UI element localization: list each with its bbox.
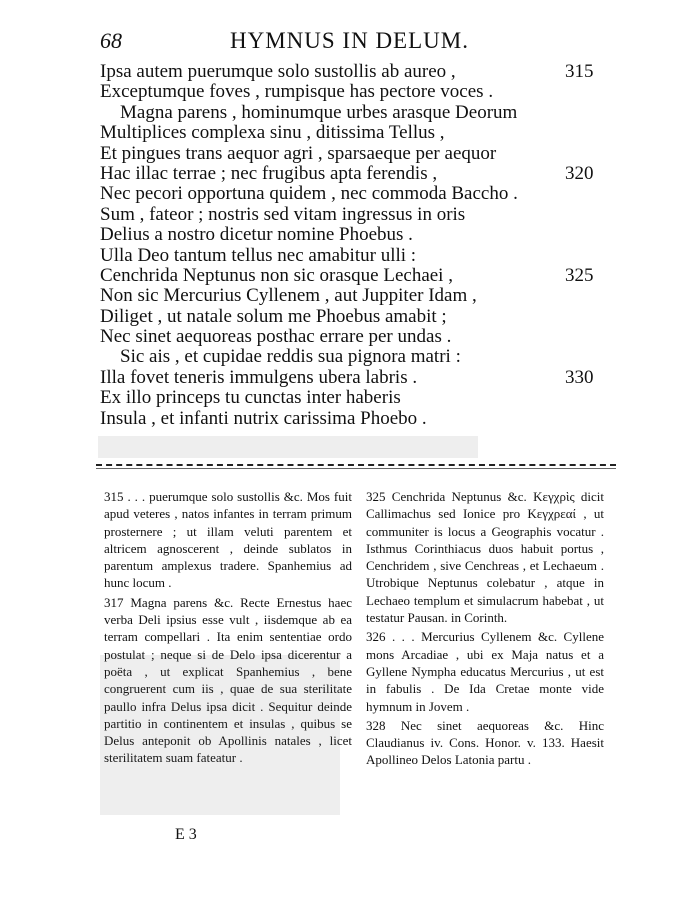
- verse-line: Magna parens , hominumque urbes arasque Deorum: [120, 101, 518, 123]
- verse-line: Ex illo princeps tu cunctas inter haberis: [100, 387, 401, 409]
- line-number: 315: [565, 61, 594, 82]
- page-header: [100, 28, 620, 58]
- footnote: 326 . . . Mercurius Cyllenem &c. Cyllene mons Arcadiae , ubi ex Maja natus et a Gyllene Nympha educatus Mercurius , ut est in fabulis . De Ida Cretae monte vide hymnum in Jovem .: [366, 629, 604, 714]
- poem-text: [100, 62, 620, 429]
- ink-smudge: [98, 436, 478, 458]
- verse-line: Ulla Deo tantum tellus nec amabitur ulli :: [100, 244, 417, 266]
- verse-line: Cenchrida Neptunus non sic orasque Lechaei , 325: [100, 264, 594, 286]
- verse-line: Nec pecori opportuna quidem , nec commoda Baccho .: [100, 183, 518, 205]
- footnote: 325 Cenchrida Neptunus &c. Κεγχρὶς dicit Callimachus sed Ionice pro Κεγχρεαί , ut communiter is locus a Geographis vocatur . Isthmus Corinthiacus duos habuit portus , Cenchridem , sive Cenchreas , et Lechaeum . Utrobique Neptunus colebatur , atque in Lechaeo templum et simulacrum habebat , ut testatur Pausan. in Corinth.: [366, 489, 604, 626]
- running-title: HYMNUS IN DELUM.: [230, 28, 469, 53]
- verse-line: Exceptumque foves , rumpisque has pectore voces .: [100, 81, 494, 103]
- verse-line: Non sic Mercurius Cyllenem , aut Juppiter Idam ,: [100, 285, 477, 307]
- page-number: 68: [100, 28, 122, 53]
- line-number: 320: [565, 162, 594, 184]
- verse-line: Et pingues trans aequor agri , sparsaeque per aequor: [100, 142, 497, 164]
- divider-rule: [96, 468, 616, 469]
- verse-line: Insula , et infanti nutrix carissima Phoebo .: [100, 407, 427, 429]
- verse-line: Illa fovet teneris immulgens ubera labris . 330: [100, 366, 594, 388]
- footnote: 315 . . . puerumque solo sustollis &c. Mos fuit apud veteres , natos infantes in terram primum prosternere ; ut illam veluti parentem et altricem agnoscerent , deinde sublatos in parentum amplexus tradere. Spanhemius ad hunc locum .: [104, 489, 352, 591]
- verse-line: Multiplices complexa sinu , ditissima Tellus ,: [100, 122, 445, 144]
- verse-line: Nec sinet aequoreas posthac errare per undas .: [100, 326, 452, 348]
- verse-line: Sic ais , et cupidae reddis sua pignora matri :: [120, 346, 461, 368]
- ink-smudge: [100, 655, 340, 815]
- verse-line: Hac illac terrae ; nec frugibus apta ferendis , 320: [100, 162, 594, 184]
- divider-rule: [96, 464, 616, 466]
- verse-line: Delius a nostro dicetur nomine Phoebus .: [100, 224, 413, 246]
- line-number: 325: [565, 264, 594, 286]
- verse-line: Ipsa autem puerumque solo sustollis ab aureo , 315: [100, 61, 594, 82]
- footnote: 317 Magna parens &c. Recte Ernestus haec verba Deli ipsius esse vult , iisdemque ab ea terram compellari . Ita enim sententiae ordo postulat ; neque si de Delo ipsa dicerentur a poëta , ut explicat Spanhemius , bene congruerent cum iis , quae de sua sterilitate paullo infra Delus ipsa dicit . Sequitur deinde partitio in continentem et insulas , quibus se Delus anteponit ob Apollinis natales , licet sterilitatem suam fateatur .: [104, 594, 352, 766]
- signature-mark: E 3: [175, 826, 197, 843]
- line-number: 330: [565, 366, 594, 388]
- footnotes-right-column: [366, 488, 604, 771]
- footnote: 328 Nec sinet aequoreas &c. Hinc Claudianus iv. Cons. Honor. v. 133. Haesit Apollineo Delos Latonia partu .: [366, 717, 604, 768]
- verse-line: Sum , fateor ; nostris sed vitam ingressus in oris: [100, 203, 466, 225]
- verse-line: Diliget , ut natale solum me Phoebus amabit ;: [100, 305, 447, 327]
